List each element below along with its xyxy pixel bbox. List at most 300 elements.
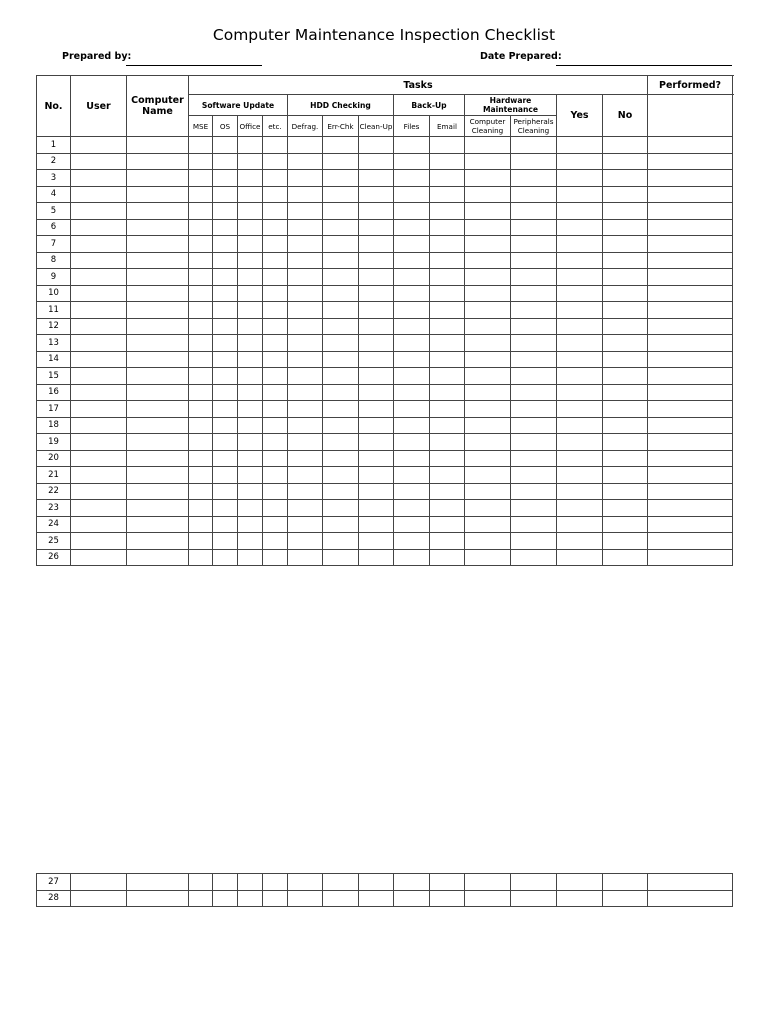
table-cell[interactable] (557, 170, 603, 187)
table-cell[interactable] (238, 285, 263, 302)
table-cell[interactable] (189, 351, 213, 368)
table-cell[interactable] (359, 203, 394, 220)
table-cell[interactable] (71, 516, 127, 533)
table-cell[interactable] (359, 890, 394, 907)
table-cell[interactable] (71, 335, 127, 352)
table-cell[interactable] (213, 874, 238, 891)
table-cell[interactable] (603, 890, 648, 907)
table-cell[interactable] (127, 516, 189, 533)
table-cell[interactable] (430, 516, 465, 533)
table-cell[interactable] (127, 401, 189, 418)
table-cell[interactable] (189, 483, 213, 500)
table-cell[interactable] (511, 351, 557, 368)
table-cell[interactable] (189, 417, 213, 434)
table-cell[interactable] (263, 252, 288, 269)
table-cell[interactable] (465, 890, 511, 907)
table-cell[interactable] (648, 483, 733, 500)
table-cell[interactable] (263, 368, 288, 385)
table-cell[interactable] (465, 252, 511, 269)
table-cell[interactable] (394, 500, 430, 517)
table-cell[interactable] (430, 170, 465, 187)
table-cell[interactable] (511, 533, 557, 550)
table-cell[interactable] (465, 874, 511, 891)
table-cell[interactable] (213, 890, 238, 907)
table-cell[interactable] (648, 203, 733, 220)
table-cell[interactable] (557, 401, 603, 418)
table-cell[interactable] (557, 890, 603, 907)
table-cell[interactable] (213, 483, 238, 500)
table-cell[interactable] (603, 285, 648, 302)
table-cell[interactable] (430, 285, 465, 302)
table-cell[interactable] (648, 500, 733, 517)
table-cell[interactable] (465, 302, 511, 319)
table-cell[interactable] (71, 368, 127, 385)
table-cell[interactable] (213, 137, 238, 154)
table-cell[interactable] (213, 252, 238, 269)
table-cell[interactable] (71, 285, 127, 302)
table-cell[interactable] (263, 302, 288, 319)
table-cell[interactable] (323, 252, 359, 269)
table-cell[interactable] (394, 384, 430, 401)
table-cell[interactable] (430, 186, 465, 203)
table-cell[interactable] (263, 874, 288, 891)
table-cell[interactable] (648, 384, 733, 401)
table-cell[interactable] (394, 874, 430, 891)
table-cell[interactable] (127, 434, 189, 451)
table-cell[interactable] (394, 533, 430, 550)
table-cell[interactable] (648, 269, 733, 286)
table-cell[interactable] (394, 236, 430, 253)
table-cell[interactable] (263, 219, 288, 236)
table-cell[interactable] (394, 417, 430, 434)
table-cell[interactable] (511, 483, 557, 500)
table-cell[interactable] (323, 219, 359, 236)
table-cell[interactable] (511, 137, 557, 154)
table-cell[interactable] (511, 434, 557, 451)
table-cell[interactable] (323, 516, 359, 533)
table-cell[interactable] (127, 137, 189, 154)
table-cell[interactable] (557, 467, 603, 484)
table-cell[interactable] (648, 137, 733, 154)
table-cell[interactable] (359, 137, 394, 154)
table-cell[interactable] (288, 401, 323, 418)
table-cell[interactable] (263, 318, 288, 335)
table-cell[interactable] (238, 516, 263, 533)
table-cell[interactable] (557, 483, 603, 500)
table-cell[interactable] (127, 302, 189, 319)
table-cell[interactable] (511, 252, 557, 269)
table-cell[interactable] (359, 219, 394, 236)
table-cell[interactable] (465, 500, 511, 517)
table-cell[interactable] (359, 170, 394, 187)
table-cell[interactable] (238, 483, 263, 500)
table-cell[interactable] (189, 186, 213, 203)
table-cell[interactable] (213, 516, 238, 533)
table-cell[interactable] (465, 516, 511, 533)
table-cell[interactable] (71, 170, 127, 187)
table-cell[interactable] (359, 252, 394, 269)
table-cell[interactable] (648, 417, 733, 434)
table-cell[interactable] (238, 236, 263, 253)
table-cell[interactable] (263, 170, 288, 187)
table-cell[interactable] (430, 450, 465, 467)
table-cell[interactable] (238, 351, 263, 368)
table-cell[interactable] (359, 318, 394, 335)
table-cell[interactable] (71, 483, 127, 500)
table-cell[interactable] (323, 890, 359, 907)
table-cell[interactable] (189, 516, 213, 533)
table-cell[interactable] (189, 549, 213, 566)
table-cell[interactable] (359, 285, 394, 302)
table-cell[interactable] (394, 153, 430, 170)
table-cell[interactable] (511, 186, 557, 203)
table-cell[interactable] (71, 269, 127, 286)
table-cell[interactable] (557, 874, 603, 891)
table-cell[interactable] (263, 285, 288, 302)
table-cell[interactable] (213, 318, 238, 335)
table-cell[interactable] (394, 401, 430, 418)
table-cell[interactable] (557, 516, 603, 533)
table-cell[interactable] (359, 186, 394, 203)
table-cell[interactable] (127, 252, 189, 269)
table-cell[interactable] (430, 351, 465, 368)
table-cell[interactable] (213, 533, 238, 550)
table-cell[interactable] (189, 269, 213, 286)
table-cell[interactable] (127, 335, 189, 352)
table-cell[interactable] (238, 874, 263, 891)
table-cell[interactable] (603, 401, 648, 418)
table-cell[interactable] (323, 500, 359, 517)
table-cell[interactable] (288, 153, 323, 170)
table-cell[interactable] (189, 170, 213, 187)
table-cell[interactable] (648, 533, 733, 550)
table-cell[interactable] (238, 434, 263, 451)
table-cell[interactable] (394, 318, 430, 335)
table-cell[interactable] (238, 170, 263, 187)
table-cell[interactable] (71, 153, 127, 170)
table-cell[interactable] (263, 483, 288, 500)
table-cell[interactable] (557, 302, 603, 319)
table-cell[interactable] (213, 401, 238, 418)
table-cell[interactable] (213, 335, 238, 352)
table-cell[interactable] (603, 351, 648, 368)
table-cell[interactable] (323, 533, 359, 550)
table-cell[interactable] (394, 368, 430, 385)
table-cell[interactable] (263, 417, 288, 434)
table-cell[interactable] (238, 153, 263, 170)
table-cell[interactable] (238, 384, 263, 401)
table-cell[interactable] (557, 269, 603, 286)
table-cell[interactable] (430, 874, 465, 891)
table-cell[interactable] (127, 890, 189, 907)
table-cell[interactable] (430, 434, 465, 451)
table-cell[interactable] (288, 450, 323, 467)
table-cell[interactable] (465, 483, 511, 500)
table-cell[interactable] (511, 219, 557, 236)
table-cell[interactable] (359, 236, 394, 253)
table-cell[interactable] (648, 219, 733, 236)
table-cell[interactable] (323, 335, 359, 352)
table-cell[interactable] (263, 533, 288, 550)
table-cell[interactable] (465, 170, 511, 187)
table-cell[interactable] (213, 236, 238, 253)
table-cell[interactable] (430, 549, 465, 566)
table-cell[interactable] (71, 318, 127, 335)
table-cell[interactable] (238, 186, 263, 203)
table-cell[interactable] (127, 368, 189, 385)
table-cell[interactable] (648, 450, 733, 467)
table-cell[interactable] (263, 203, 288, 220)
table-cell[interactable] (288, 285, 323, 302)
table-cell[interactable] (603, 533, 648, 550)
table-cell[interactable] (394, 450, 430, 467)
table-cell[interactable] (465, 186, 511, 203)
table-cell[interactable] (288, 434, 323, 451)
table-cell[interactable] (189, 285, 213, 302)
table-cell[interactable] (238, 549, 263, 566)
table-cell[interactable] (359, 434, 394, 451)
table-cell[interactable] (213, 434, 238, 451)
table-cell[interactable] (394, 335, 430, 352)
table-cell[interactable] (127, 467, 189, 484)
table-cell[interactable] (288, 269, 323, 286)
table-cell[interactable] (213, 186, 238, 203)
table-cell[interactable] (430, 153, 465, 170)
table-cell[interactable] (430, 890, 465, 907)
table-cell[interactable] (430, 467, 465, 484)
table-cell[interactable] (359, 874, 394, 891)
table-cell[interactable] (430, 417, 465, 434)
table-cell[interactable] (603, 153, 648, 170)
table-cell[interactable] (430, 203, 465, 220)
table-cell[interactable] (238, 137, 263, 154)
table-cell[interactable] (189, 500, 213, 517)
table-cell[interactable] (263, 434, 288, 451)
table-cell[interactable] (288, 549, 323, 566)
table-cell[interactable] (263, 335, 288, 352)
table-cell[interactable] (603, 170, 648, 187)
table-cell[interactable] (603, 137, 648, 154)
table-cell[interactable] (465, 335, 511, 352)
table-cell[interactable] (557, 285, 603, 302)
table-cell[interactable] (263, 186, 288, 203)
table-cell[interactable] (557, 417, 603, 434)
table-cell[interactable] (71, 533, 127, 550)
table-cell[interactable] (394, 351, 430, 368)
table-cell[interactable] (238, 269, 263, 286)
table-cell[interactable] (511, 170, 557, 187)
table-cell[interactable] (603, 335, 648, 352)
table-cell[interactable] (603, 516, 648, 533)
table-cell[interactable] (511, 417, 557, 434)
table-cell[interactable] (189, 335, 213, 352)
table-cell[interactable] (465, 384, 511, 401)
table-cell[interactable] (263, 516, 288, 533)
table-cell[interactable] (394, 302, 430, 319)
table-cell[interactable] (648, 368, 733, 385)
table-cell[interactable] (557, 450, 603, 467)
table-cell[interactable] (323, 302, 359, 319)
table-cell[interactable] (465, 401, 511, 418)
table-cell[interactable] (603, 467, 648, 484)
table-cell[interactable] (127, 285, 189, 302)
table-cell[interactable] (557, 153, 603, 170)
table-cell[interactable] (323, 417, 359, 434)
table-cell[interactable] (71, 302, 127, 319)
table-cell[interactable] (71, 874, 127, 891)
table-cell[interactable] (465, 219, 511, 236)
table-cell[interactable] (603, 384, 648, 401)
table-cell[interactable] (189, 890, 213, 907)
table-cell[interactable] (213, 203, 238, 220)
table-cell[interactable] (394, 890, 430, 907)
table-cell[interactable] (394, 269, 430, 286)
table-cell[interactable] (189, 252, 213, 269)
table-cell[interactable] (213, 384, 238, 401)
table-cell[interactable] (189, 533, 213, 550)
table-cell[interactable] (465, 467, 511, 484)
table-cell[interactable] (263, 890, 288, 907)
table-cell[interactable] (238, 219, 263, 236)
table-cell[interactable] (511, 516, 557, 533)
table-cell[interactable] (263, 450, 288, 467)
table-cell[interactable] (213, 417, 238, 434)
table-cell[interactable] (127, 384, 189, 401)
table-cell[interactable] (394, 137, 430, 154)
table-cell[interactable] (557, 549, 603, 566)
table-cell[interactable] (288, 302, 323, 319)
table-cell[interactable] (648, 434, 733, 451)
table-cell[interactable] (127, 153, 189, 170)
table-cell[interactable] (127, 483, 189, 500)
table-cell[interactable] (189, 153, 213, 170)
table-cell[interactable] (238, 417, 263, 434)
table-cell[interactable] (648, 302, 733, 319)
table-cell[interactable] (288, 890, 323, 907)
table-cell[interactable] (465, 203, 511, 220)
table-cell[interactable] (648, 170, 733, 187)
table-cell[interactable] (430, 302, 465, 319)
table-cell[interactable] (127, 219, 189, 236)
table-cell[interactable] (71, 351, 127, 368)
table-cell[interactable] (288, 500, 323, 517)
table-cell[interactable] (394, 170, 430, 187)
table-cell[interactable] (511, 384, 557, 401)
table-cell[interactable] (511, 302, 557, 319)
table-cell[interactable] (127, 236, 189, 253)
table-cell[interactable] (603, 434, 648, 451)
table-cell[interactable] (263, 236, 288, 253)
table-cell[interactable] (557, 384, 603, 401)
table-cell[interactable] (557, 351, 603, 368)
table-cell[interactable] (263, 401, 288, 418)
table-cell[interactable] (648, 236, 733, 253)
table-cell[interactable] (511, 285, 557, 302)
table-cell[interactable] (238, 335, 263, 352)
table-cell[interactable] (127, 269, 189, 286)
table-cell[interactable] (430, 533, 465, 550)
table-cell[interactable] (465, 533, 511, 550)
table-cell[interactable] (323, 186, 359, 203)
table-cell[interactable] (288, 467, 323, 484)
table-cell[interactable] (557, 137, 603, 154)
table-cell[interactable] (288, 874, 323, 891)
table-cell[interactable] (557, 236, 603, 253)
table-cell[interactable] (557, 219, 603, 236)
table-cell[interactable] (359, 500, 394, 517)
table-cell[interactable] (288, 170, 323, 187)
table-cell[interactable] (288, 384, 323, 401)
table-cell[interactable] (323, 318, 359, 335)
table-cell[interactable] (127, 417, 189, 434)
table-cell[interactable] (189, 434, 213, 451)
table-cell[interactable] (603, 368, 648, 385)
table-cell[interactable] (71, 186, 127, 203)
table-cell[interactable] (465, 137, 511, 154)
table-cell[interactable] (288, 335, 323, 352)
table-cell[interactable] (359, 384, 394, 401)
table-cell[interactable] (394, 549, 430, 566)
table-cell[interactable] (71, 236, 127, 253)
table-cell[interactable] (359, 368, 394, 385)
table-cell[interactable] (430, 384, 465, 401)
table-cell[interactable] (71, 890, 127, 907)
table-cell[interactable] (288, 219, 323, 236)
table-cell[interactable] (323, 384, 359, 401)
table-cell[interactable] (648, 467, 733, 484)
table-cell[interactable] (263, 500, 288, 517)
table-cell[interactable] (127, 170, 189, 187)
table-cell[interactable] (288, 318, 323, 335)
table-cell[interactable] (288, 252, 323, 269)
table-cell[interactable] (323, 137, 359, 154)
table-cell[interactable] (238, 302, 263, 319)
table-cell[interactable] (557, 318, 603, 335)
table-cell[interactable] (238, 203, 263, 220)
table-cell[interactable] (359, 302, 394, 319)
table-cell[interactable] (511, 318, 557, 335)
table-cell[interactable] (430, 335, 465, 352)
table-cell[interactable] (603, 483, 648, 500)
table-cell[interactable] (323, 170, 359, 187)
table-cell[interactable] (465, 351, 511, 368)
table-cell[interactable] (323, 401, 359, 418)
table-cell[interactable] (238, 533, 263, 550)
table-cell[interactable] (603, 219, 648, 236)
table-cell[interactable] (127, 874, 189, 891)
table-cell[interactable] (189, 384, 213, 401)
table-cell[interactable] (213, 549, 238, 566)
table-cell[interactable] (603, 252, 648, 269)
table-cell[interactable] (71, 467, 127, 484)
table-cell[interactable] (288, 203, 323, 220)
table-cell[interactable] (359, 351, 394, 368)
table-cell[interactable] (213, 450, 238, 467)
table-cell[interactable] (394, 203, 430, 220)
table-cell[interactable] (238, 890, 263, 907)
table-cell[interactable] (213, 368, 238, 385)
table-cell[interactable] (213, 170, 238, 187)
table-cell[interactable] (213, 302, 238, 319)
table-cell[interactable] (603, 874, 648, 891)
table-cell[interactable] (189, 450, 213, 467)
table-cell[interactable] (511, 236, 557, 253)
table-cell[interactable] (465, 434, 511, 451)
table-cell[interactable] (511, 335, 557, 352)
table-cell[interactable] (323, 368, 359, 385)
table-cell[interactable] (127, 351, 189, 368)
table-cell[interactable] (127, 533, 189, 550)
